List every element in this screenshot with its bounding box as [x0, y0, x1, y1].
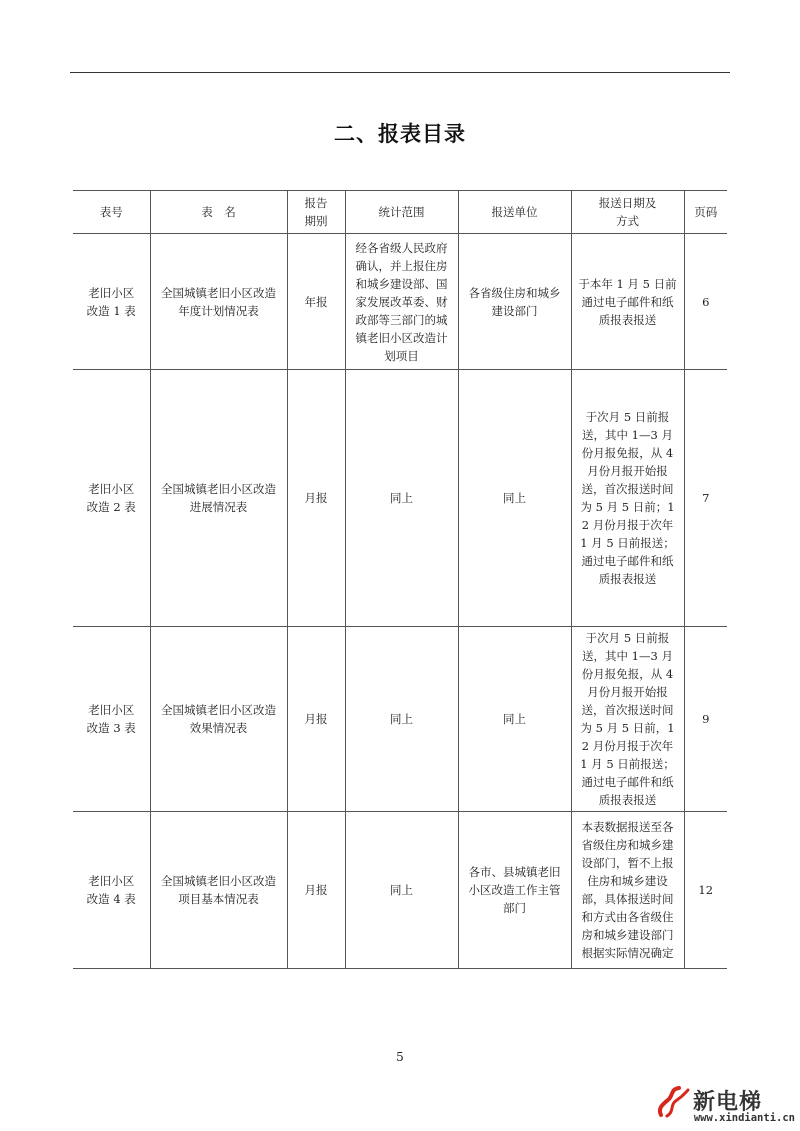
cell-scope: 同上	[345, 370, 458, 627]
watermark-brand: 新电梯	[693, 1090, 763, 1115]
cell-code: 老旧小区改造 1 表	[73, 234, 150, 370]
page-title: 二、报表目录	[334, 122, 466, 146]
cell-name: 全国城镇老旧小区改造项目基本情况表	[150, 812, 287, 969]
cell-code: 老旧小区改造 2 表	[73, 370, 150, 627]
cell-method: 于次月 5 日前报送，其中 1—3 月份月报免报，从 4 月份月报开始报送，首次报送时间为 5 月 5 日前，12 月份月报于次年 1 月 5 日前报送；通过电子邮件和纸质报表报送	[571, 627, 684, 812]
cell-scope: 同上	[345, 627, 458, 812]
page-number: 5	[396, 1050, 404, 1064]
table-row	[73, 812, 727, 969]
cell-page: 9	[684, 627, 727, 812]
cell-code: 老旧小区改造 3 表	[73, 627, 150, 812]
header-rule	[70, 72, 730, 73]
cell-name: 全国城镇老旧小区改造进展情况表	[150, 370, 287, 627]
report-catalog-table	[73, 190, 727, 969]
cell-name: 全国城镇老旧小区改造年度计划情况表	[150, 234, 287, 370]
cell-scope: 同上	[345, 812, 458, 969]
header-method: 报送日期及方式	[571, 191, 684, 234]
header-unit: 报送单位	[458, 191, 571, 234]
cell-name: 全国城镇老旧小区改造效果情况表	[150, 627, 287, 812]
cell-period: 月报	[287, 370, 345, 627]
table-row	[73, 627, 727, 812]
watermark-url: www.xindianti.cn	[693, 1112, 795, 1124]
table-header-row	[73, 191, 727, 234]
header-page: 页码	[684, 191, 727, 234]
cell-method: 于次月 5 日前报送，其中 1—3 月份月报免报，从 4 月份月报开始报送，首次报送时间为 5 月 5 日前；12 月份月报于次年 1 月 5 日前报送；通过电子邮件和纸质报表报送	[571, 370, 684, 627]
table-row	[73, 234, 727, 370]
watermark-logo	[655, 1085, 795, 1127]
cell-unit: 各市、县城镇老旧小区改造工作主管部门	[458, 812, 571, 969]
cell-method: 本表数据报送至各省级住房和城乡建设部门，暂不上报住房和城乡建设部，具体报送时间和方式由各省级住房和城乡建设部门根据实际情况确定	[571, 812, 684, 969]
cell-period: 月报	[287, 812, 345, 969]
cell-period: 月报	[287, 627, 345, 812]
header-code: 表号	[73, 191, 150, 234]
cell-page: 7	[684, 370, 727, 627]
cell-page: 6	[684, 234, 727, 370]
cell-page: 12	[684, 812, 727, 969]
header-name: 表 名	[150, 191, 287, 234]
cell-code: 老旧小区改造 4 表	[73, 812, 150, 969]
cell-method: 于本年 1 月 5 日前通过电子邮件和纸质报表报送	[571, 234, 684, 370]
header-period: 报告期别	[287, 191, 345, 234]
cell-scope: 经各省级人民政府确认，并上报住房和城乡建设部、国家发展改革委、财政部等三部门的城镇老旧小区改造计划项目	[345, 234, 458, 370]
table-row	[73, 370, 727, 627]
cell-unit: 同上	[458, 370, 571, 627]
cell-unit: 同上	[458, 627, 571, 812]
cell-period: 年报	[287, 234, 345, 370]
header-scope: 统计范围	[345, 191, 458, 234]
cell-unit: 各省级住房和城乡建设部门	[458, 234, 571, 370]
